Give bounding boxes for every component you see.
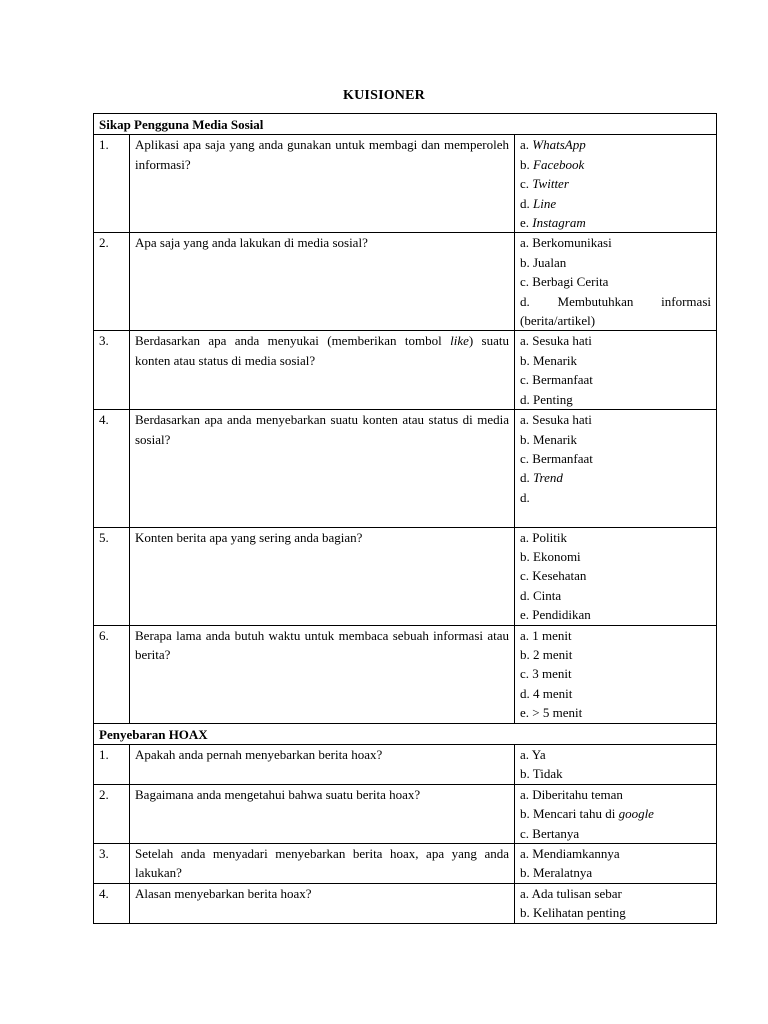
answer-option: c. Berbagi Cerita	[520, 274, 609, 290]
answer-option: e. > 5 menit	[520, 705, 583, 721]
answer-option: d. Line	[520, 195, 557, 211]
answer-option: c. Bermanfaat	[520, 450, 593, 466]
question-text: Setelah anda menyadari menyebarkan berita hoax, apa yang anda lakukan?	[130, 844, 515, 884]
answer-option: d.	[520, 489, 530, 505]
answer-option: b. Menarik	[520, 352, 578, 368]
answer-option: a. WhatsApp	[520, 137, 586, 153]
question-text: Alasan menyebarkan berita hoax?	[130, 883, 515, 923]
questionnaire-table	[93, 113, 717, 924]
answer-option: a. 1 menit	[520, 627, 572, 643]
answer-option: a. Ada tulisan sebar	[520, 885, 622, 901]
answer-option: e. Pendidikan	[520, 607, 591, 623]
answer-option: c. 3 menit	[520, 666, 572, 682]
answer-option: b. Facebook	[520, 156, 585, 172]
answer-option: a. Ya	[520, 747, 546, 762]
question-number: 1.	[94, 135, 130, 233]
section-heading: Sikap Pengguna Media Sosial	[94, 114, 717, 135]
answer-emphasis: Instagram	[532, 215, 586, 231]
question-text: Apa saja yang anda lakukan di media sosial?	[130, 233, 515, 331]
answer-option: b. Tidak	[520, 766, 563, 782]
answer-option: b. Mencari tahu di google	[520, 806, 654, 822]
answer-option: b. Menarik	[520, 431, 578, 447]
answer-option: a. Sesuka hati	[520, 333, 592, 349]
section-heading: Penyebaran HOAX	[94, 723, 717, 744]
answer-option: c. Twitter	[520, 176, 569, 192]
question-row	[94, 625, 717, 723]
answer-options	[515, 625, 717, 723]
question-number: 4.	[94, 410, 130, 527]
question-row	[94, 745, 717, 785]
answer-option: c. Bertanya	[520, 825, 580, 841]
answer-option: d. 4 menit	[520, 685, 573, 701]
section-header-row	[94, 723, 717, 744]
answer-option: d. Trend	[520, 470, 563, 486]
answer-options	[515, 883, 717, 923]
answer-emphasis: Facebook	[533, 156, 585, 172]
answer-options	[515, 233, 717, 331]
question-row	[94, 883, 717, 923]
answer-option	[520, 507, 711, 526]
answer-emphasis: Trend	[533, 470, 563, 486]
answer-option: b. 2 menit	[520, 646, 573, 662]
answer-options	[515, 784, 717, 843]
question-row	[94, 410, 717, 527]
question-number: 6.	[94, 625, 130, 723]
question-text: Apakah anda pernah menyebarkan berita hoax?	[130, 745, 515, 785]
answer-option: a. Sesuka hati	[520, 412, 592, 428]
question-text: Berapa lama anda butuh waktu untuk membaca sebuah informasi atau berita?	[130, 625, 515, 723]
question-number: 2.	[94, 233, 130, 331]
question-number: 1.	[94, 745, 130, 785]
question-number: 2.	[94, 784, 130, 843]
answer-option: c. Kesehatan	[520, 568, 587, 584]
answer-options	[515, 527, 717, 625]
question-row	[94, 844, 717, 884]
question-row	[94, 527, 717, 625]
answer-option: a. Mendiamkannya	[520, 846, 620, 862]
answer-option: e. Instagram	[520, 215, 586, 231]
section-header-row	[94, 114, 717, 135]
question-row	[94, 784, 717, 843]
answer-emphasis: Line	[533, 195, 557, 211]
answer-option: d. Penting	[520, 391, 573, 407]
question-text: Bagaimana anda mengetahui bahwa suatu berita hoax?	[130, 784, 515, 843]
question-number: 3.	[94, 331, 130, 410]
question-text: Aplikasi apa saja yang anda gunakan untuk membagi dan memperoleh informasi?	[130, 135, 515, 233]
answer-options	[515, 331, 717, 410]
answer-option: b. Kelihatan penting	[520, 905, 626, 921]
answer-options	[515, 844, 717, 884]
question-row	[94, 331, 717, 410]
question-number: 3.	[94, 844, 130, 884]
question-emphasis: like	[450, 333, 469, 349]
question-row	[94, 135, 717, 233]
question-row	[94, 233, 717, 331]
question-number: 4.	[94, 883, 130, 923]
answer-option: b. Jualan	[520, 254, 567, 270]
answer-option: c. Bermanfaat	[520, 372, 593, 388]
answer-emphasis: google	[618, 806, 654, 822]
question-number: 5.	[94, 527, 130, 625]
question-text: Berdasarkan apa anda menyukai (memberikan tombol like) suatu konten atau status di media sosial?	[130, 331, 515, 410]
answer-options	[515, 135, 717, 233]
answer-option: a. Berkomunikasi	[520, 235, 612, 251]
answer-option: b. Meralatnya	[520, 865, 593, 881]
document-title: KUISIONER	[343, 88, 425, 103]
question-text: Berdasarkan apa anda menyebarkan suatu konten atau status di media sosial?	[130, 410, 515, 527]
answer-emphasis: WhatsApp	[532, 137, 586, 153]
answer-options	[515, 410, 717, 527]
answer-option: a. Diberitahu teman	[520, 786, 623, 802]
answer-emphasis: Twitter	[532, 176, 569, 192]
answer-option: a. Politik	[520, 529, 567, 545]
answer-option: b. Ekonomi	[520, 548, 581, 564]
question-text: Konten berita apa yang sering anda bagian?	[130, 527, 515, 625]
answer-options	[515, 745, 717, 785]
answer-option: d. Membutuhkan informasi (berita/artikel)	[520, 293, 711, 329]
answer-option: d. Cinta	[520, 587, 562, 603]
